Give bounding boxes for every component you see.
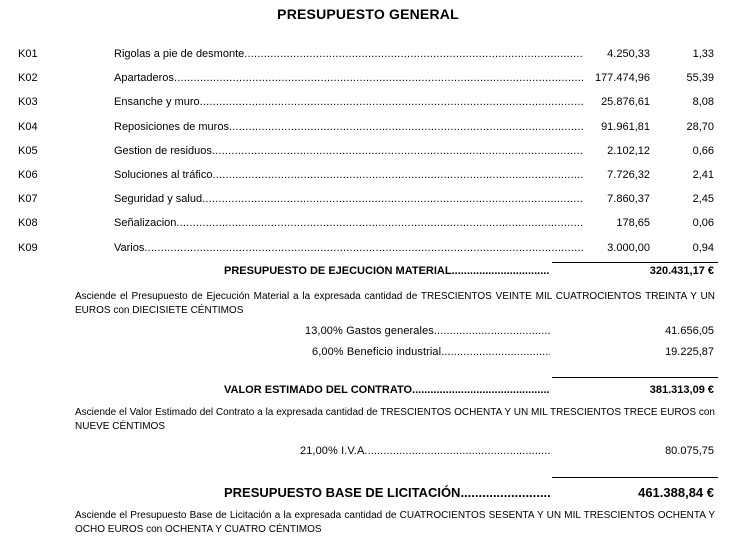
budget-item-row — [0, 116, 736, 140]
beneficio-industrial-value: 19.225,87 — [665, 346, 714, 358]
item-code: K01 — [18, 48, 38, 60]
item-code: K03 — [18, 96, 38, 109]
pbl-text: Asciende el Presupuesto Base de Licitación a la expresada cantidad de CUATROCIENTOS SESENTA Y UN MIL TRESCIENTOS OCHENTA Y OCHO EUROS con OCHENTA Y CUATRO CÉNTIMOS — [75, 510, 715, 535]
item-code: K04 — [18, 120, 38, 133]
pbl-value: 461.388,84 € — [638, 485, 714, 500]
pem-divider — [552, 262, 718, 263]
budget-item-row — [0, 67, 736, 91]
pem-text: Asciende el Presupuesto de Ejecución Material a la expresada cantidad de TRESCIENTOS VEINTE MIL CUATROCIENTOS TREINTA Y UN EUROS con DIECISIETE CÉNTIMOS — [75, 291, 715, 316]
item-code: K09 — [18, 241, 38, 254]
item-description: Varios ..... — [114, 241, 584, 255]
pbl-divider — [552, 477, 718, 478]
gastos-generales-value: 41.656,05 — [665, 325, 714, 337]
item-percent: 8,08 — [692, 96, 714, 109]
vec-text: Asciende el Valor Estimado del Contrato a la expresada cantidad de TRESCIENTOS OCHENTA Y UN MIL TRESCIENTOS TRECE EUROS con NUEVE CÉNTIMOS — [75, 407, 715, 432]
iva-value: 80.075,75 — [665, 445, 714, 457]
item-amount: 178,65 — [616, 217, 650, 230]
vec-value: 381.313,09 € — [649, 384, 714, 396]
item-percent: 1,33 — [692, 48, 714, 60]
vec-label: VALOR ESTIMADO DEL CONTRATO ..... — [224, 384, 550, 396]
budget-item-row — [0, 188, 736, 212]
item-percent: 28,70 — [686, 120, 714, 133]
item-code: K05 — [18, 144, 38, 157]
item-code: K02 — [18, 72, 38, 85]
item-description: Soluciones al tráfico ..... — [114, 168, 584, 182]
page-title: PRESUPUESTO GENERAL — [277, 6, 459, 22]
pem-value: 320.431,17 € — [649, 265, 714, 277]
item-description: Señalizacion ..... — [114, 216, 584, 230]
item-amount: 2.102,12 — [607, 144, 650, 157]
item-amount: 3.000,00 — [607, 241, 650, 254]
item-code: K06 — [18, 168, 38, 181]
item-amount: 7.860,37 — [607, 193, 650, 206]
item-percent: 2,41 — [692, 168, 714, 181]
item-description: Apartaderos ..... — [114, 71, 584, 85]
item-amount: 4.250,33 — [607, 48, 650, 60]
pem-label: PRESUPUESTO DE EJECUCIÓN MATERIAL ..... — [224, 265, 550, 277]
item-amount: 25.876,61 — [601, 96, 650, 109]
item-description: Seguridad y salud ..... — [114, 192, 584, 206]
pbl-label: PRESUPUESTO BASE DE LICITACIÓN ..... — [224, 485, 550, 500]
gastos-generales-label: 13,00% Gastos generales ..... — [305, 325, 550, 337]
budget-items-list — [0, 43, 736, 261]
item-code: K07 — [18, 193, 38, 206]
iva-label: 21,00% I.V.A. ..... — [300, 445, 550, 457]
budget-item-row — [0, 91, 736, 115]
item-percent: 0,94 — [692, 241, 714, 254]
budget-item-row — [0, 164, 736, 188]
item-percent: 2,45 — [692, 193, 714, 206]
budget-item-row — [0, 212, 736, 236]
budget-item-row — [0, 237, 736, 261]
item-amount: 177.474,96 — [594, 72, 650, 85]
item-percent: 0,06 — [692, 217, 714, 230]
budget-item-row — [0, 140, 736, 164]
budget-item-row — [0, 43, 736, 67]
item-description: Ensanche y muro ..... — [114, 95, 584, 109]
vec-divider — [552, 377, 718, 378]
beneficio-industrial-label: 6,00% Beneficio industrial ..... — [312, 346, 550, 358]
item-description: Reposiciones de muros ..... — [114, 120, 584, 134]
item-description: Gestion de residuos ..... — [114, 144, 584, 158]
item-code: K08 — [18, 217, 38, 230]
item-percent: 55,39 — [686, 72, 714, 85]
item-description: Rigolas a pie de desmonte ..... — [114, 47, 584, 61]
item-percent: 0,66 — [692, 144, 714, 157]
item-amount: 7.726,32 — [607, 168, 650, 181]
item-amount: 91.961,81 — [601, 120, 650, 133]
